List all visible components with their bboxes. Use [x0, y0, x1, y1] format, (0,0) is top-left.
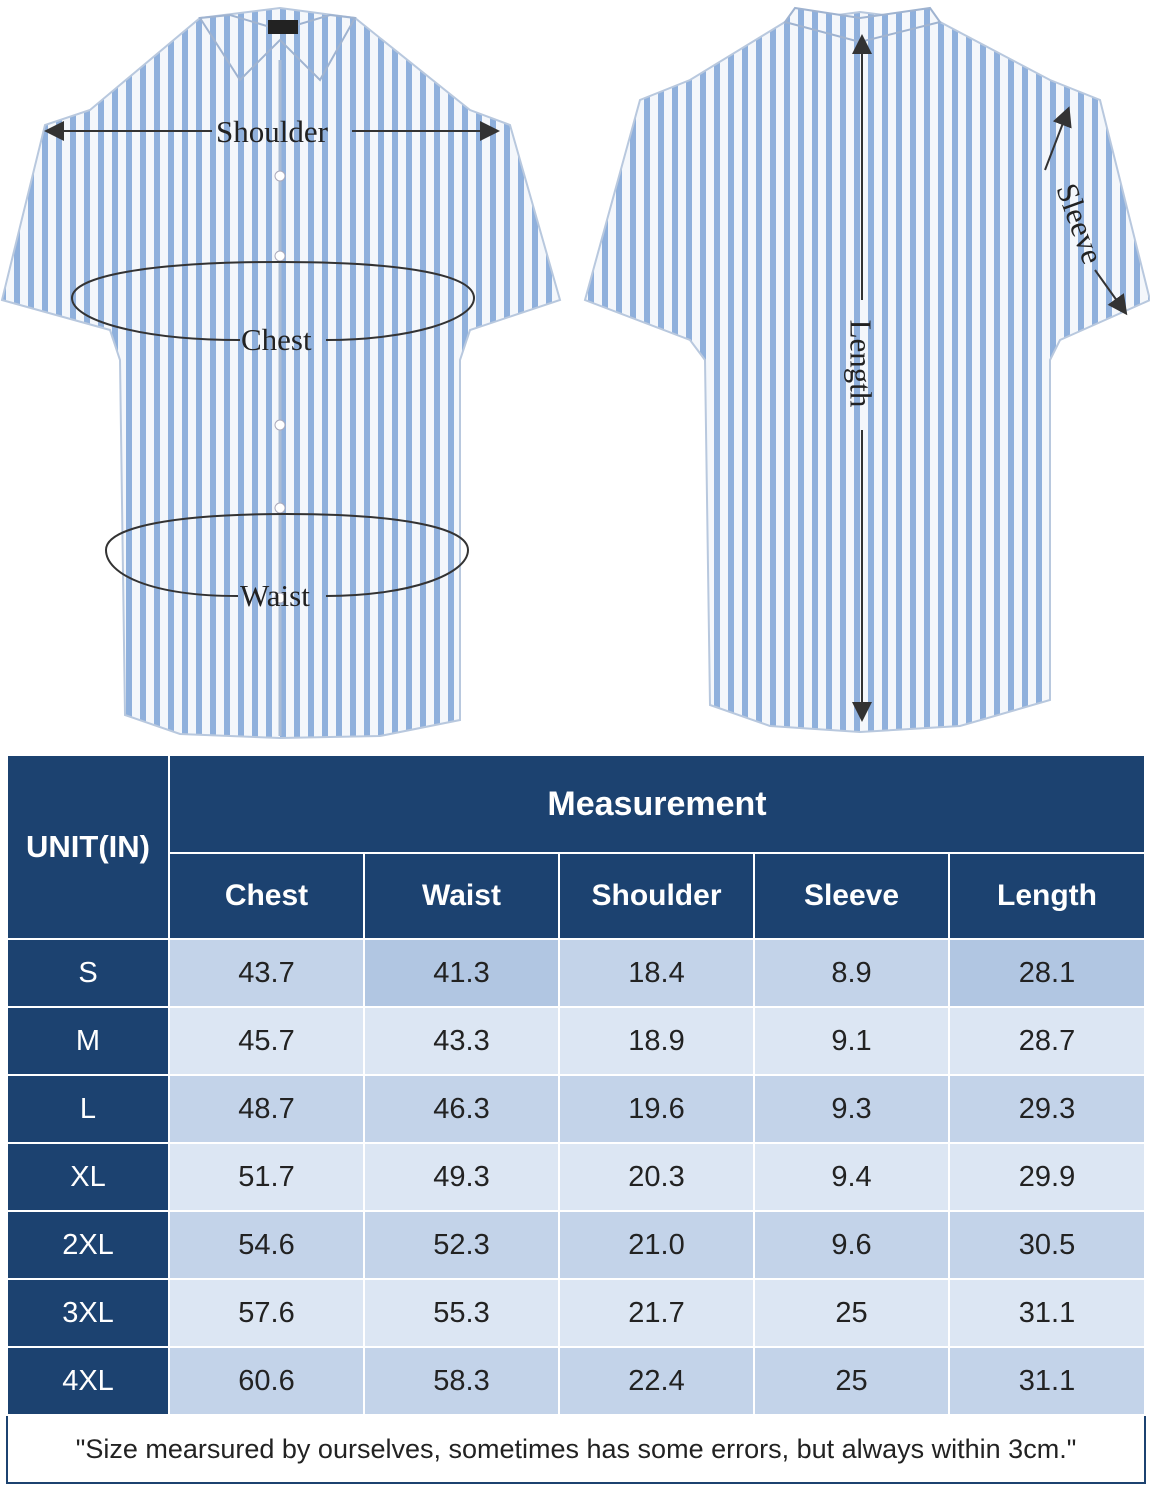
value-cell: 25	[754, 1279, 949, 1347]
value-cell: 57.6	[169, 1279, 364, 1347]
column-header-sleeve: Sleeve	[754, 853, 949, 939]
size-cell: 3XL	[7, 1279, 169, 1347]
size-cell: 2XL	[7, 1211, 169, 1279]
value-cell: 29.9	[949, 1143, 1145, 1211]
value-cell: 18.9	[559, 1007, 754, 1075]
value-cell: 43.7	[169, 939, 364, 1007]
value-cell: 8.9	[754, 939, 949, 1007]
size-cell: XL	[7, 1143, 169, 1211]
size-cell: 4XL	[7, 1347, 169, 1415]
value-cell: 28.7	[949, 1007, 1145, 1075]
value-cell: 55.3	[364, 1279, 559, 1347]
table-row	[7, 1211, 1145, 1279]
value-cell: 25	[754, 1347, 949, 1415]
value-cell: 9.1	[754, 1007, 949, 1075]
value-cell: 45.7	[169, 1007, 364, 1075]
value-cell: 31.1	[949, 1347, 1145, 1415]
value-cell: 18.4	[559, 939, 754, 1007]
column-header-shoulder: Shoulder	[559, 853, 754, 939]
column-header-length: Length	[949, 853, 1145, 939]
size-chart-table	[6, 754, 1146, 1484]
value-cell: 52.3	[364, 1211, 559, 1279]
value-cell: 21.7	[559, 1279, 754, 1347]
value-cell: 19.6	[559, 1075, 754, 1143]
value-cell: 22.4	[559, 1347, 754, 1415]
value-cell: 54.6	[169, 1211, 364, 1279]
value-cell: 30.5	[949, 1211, 1145, 1279]
table-row	[7, 1007, 1145, 1075]
value-cell: 9.6	[754, 1211, 949, 1279]
value-cell: 46.3	[364, 1075, 559, 1143]
measurement-header: Measurement	[169, 755, 1145, 853]
value-cell: 29.3	[949, 1075, 1145, 1143]
table-row	[7, 1347, 1145, 1415]
shoulder-label: Shoulder	[216, 114, 328, 149]
table-row	[7, 1143, 1145, 1211]
size-note: "Size mearsured by ourselves, sometimes has some errors, but always within 3cm."	[7, 1415, 1145, 1483]
value-cell: 48.7	[169, 1075, 364, 1143]
chest-label: Chest	[241, 322, 312, 357]
waist-label: Waist	[240, 578, 310, 613]
value-cell: 49.3	[364, 1143, 559, 1211]
value-cell: 28.1	[949, 939, 1145, 1007]
value-cell: 43.3	[364, 1007, 559, 1075]
table-row	[7, 939, 1145, 1007]
column-header-waist: Waist	[364, 853, 559, 939]
value-cell: 41.3	[364, 939, 559, 1007]
size-cell: S	[7, 939, 169, 1007]
value-cell: 9.3	[754, 1075, 949, 1143]
value-cell: 51.7	[169, 1143, 364, 1211]
value-cell: 31.1	[949, 1279, 1145, 1347]
length-label: Length	[843, 319, 879, 408]
table-row	[7, 1075, 1145, 1143]
unit-header: UNIT(IN)	[7, 755, 169, 939]
value-cell: 60.6	[169, 1347, 364, 1415]
sleeve-label: Sleeve	[1049, 178, 1111, 269]
size-cell: L	[7, 1075, 169, 1143]
table-row	[7, 1279, 1145, 1347]
column-header-chest: Chest	[169, 853, 364, 939]
value-cell: 58.3	[364, 1347, 559, 1415]
value-cell: 21.0	[559, 1211, 754, 1279]
size-cell: M	[7, 1007, 169, 1075]
value-cell: 9.4	[754, 1143, 949, 1211]
value-cell: 20.3	[559, 1143, 754, 1211]
